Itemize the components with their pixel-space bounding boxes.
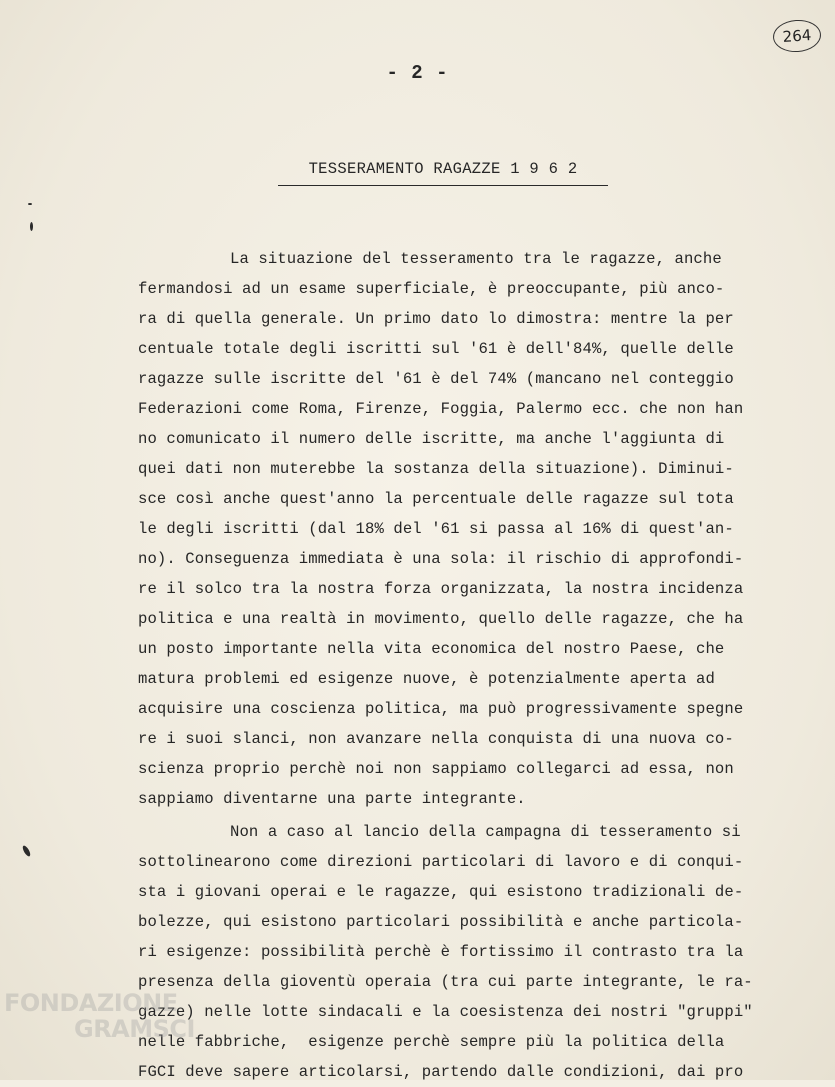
text-line: re il solco tra la nostra forza organizzata, la nostra incidenza	[138, 580, 744, 598]
margin-ink-mark	[21, 845, 31, 858]
text-line: Non a caso al lancio della campagna di tesseramento si	[230, 823, 741, 841]
watermark-line-2: GRAMSCI	[74, 1015, 195, 1043]
text-line: matura problemi ed esigenze nuove, è potenzialmente aperta ad	[138, 670, 715, 688]
text-line: sta i giovani operai e le ragazze, qui esistono tradizionali de-	[138, 883, 744, 901]
text-line: presenza della gioventù operaia (tra cui parte integrante, le ra-	[138, 973, 753, 991]
text-line: no). Conseguenza immediata è una sola: il rischio di approfondi-	[138, 550, 744, 568]
text-line: Federazioni come Roma, Firenze, Foggia, Palermo ecc. che non han	[138, 400, 744, 418]
text-line: sce così anche quest'anno la percentuale delle ragazze sul tota	[138, 490, 734, 508]
text-line: scienza proprio perchè noi non sappiamo collegarci ad essa, non	[138, 760, 734, 778]
text-line: acquisire una coscienza politica, ma può progressivamente spegne	[138, 700, 744, 718]
text-line: re i suoi slanci, non avanzare nella conquista di una nuova co-	[138, 730, 734, 748]
text-line: gazze) nelle lotte sindacali e la coesistenza dei nostri "gruppi"	[138, 1003, 753, 1021]
text-line: bolezze, qui esistono particolari possibilità e anche particola-	[138, 913, 744, 931]
text-line: La situazione del tesseramento tra le ragazze, anche	[230, 250, 722, 268]
text-line: nelle fabbriche, esigenze perchè sempre più la politica della	[138, 1033, 725, 1051]
text-line: le degli iscritti (dal 18% del '61 si passa al 16% di quest'an-	[138, 520, 734, 538]
page-number: - 2 -	[386, 62, 449, 84]
document-body	[138, 244, 798, 1087]
text-line: quei dati non muterebbe la sostanza della situazione). Diminui-	[138, 460, 734, 478]
text-line: ragazze sulle iscritte del '61 è del 74% (mancano nel conteggio	[138, 370, 734, 388]
margin-ink-mark	[28, 203, 32, 205]
text-line: politica e una realtà in movimento, quello delle ragazze, che ha	[138, 610, 744, 628]
text-line: FGCI deve sapere articolarsi, partendo dalle condizioni, dai pro	[138, 1063, 744, 1081]
text-line: ra di quella generale. Un primo dato lo dimostra: mentre la per	[138, 310, 734, 328]
paragraph-2	[138, 817, 798, 1087]
text-line: centuale totale degli iscritti sul '61 è dell'84%, quelle delle	[138, 340, 734, 358]
document-title: TESSERAMENTO RAGAZZE 1 9 6 2	[278, 160, 608, 186]
paragraph-1	[138, 244, 798, 814]
watermark-line-1: FONDAZIONE	[4, 989, 178, 1017]
text-line: fermandosi ad un esame superficiale, è preoccupante, più anco-	[138, 280, 725, 298]
archive-watermark	[4, 989, 195, 1043]
text-line: no comunicato il numero delle iscritte, ma anche l'aggiunta di	[138, 430, 725, 448]
text-line: sappiamo diventarne una parte integrante.	[138, 790, 526, 808]
text-line: ri esigenze: possibilità perchè è fortissimo il contrasto tra la	[138, 943, 744, 961]
text-line: un posto importante nella vita economica del nostro Paese, che	[138, 640, 725, 658]
archive-number-stamp: 264	[772, 18, 822, 53]
margin-ink-mark	[30, 222, 33, 231]
text-line: sottolinearono come direzioni particolari di lavoro e di conqui-	[138, 853, 744, 871]
